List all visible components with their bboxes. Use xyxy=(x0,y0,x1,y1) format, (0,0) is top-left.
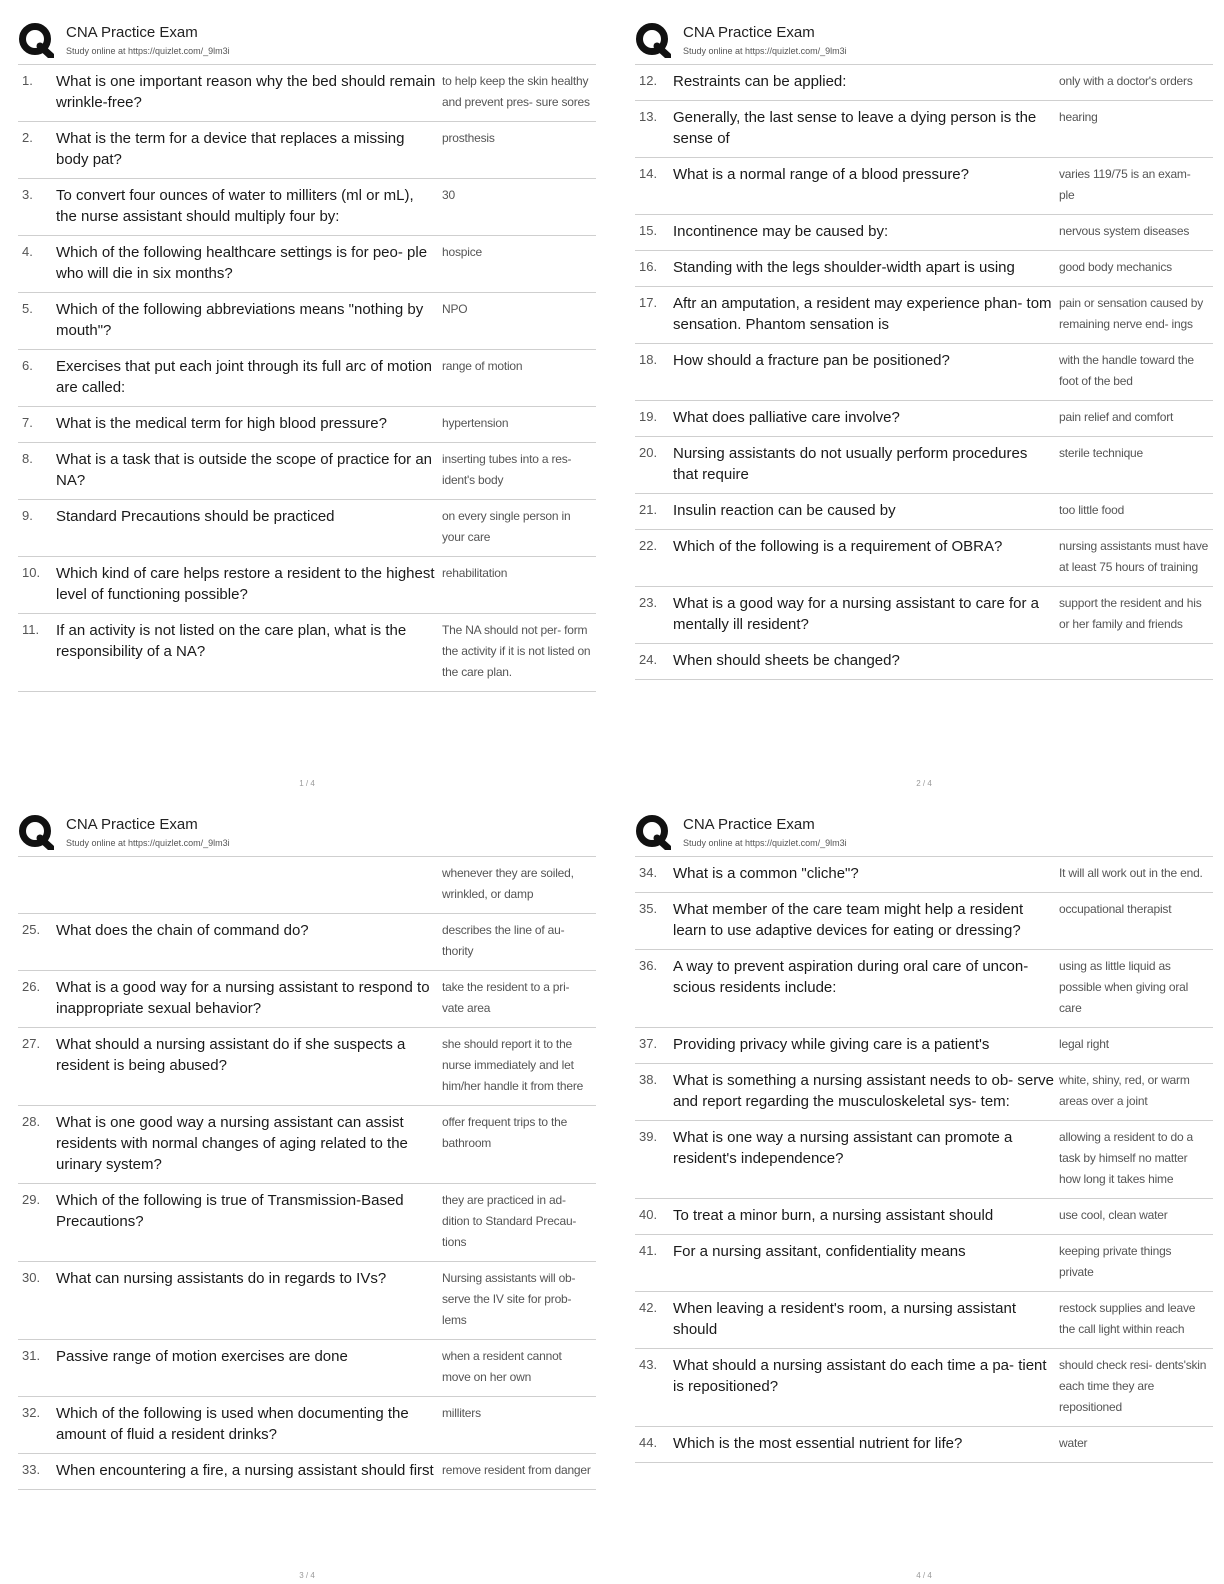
question-number: 20. xyxy=(639,445,658,460)
question-text: Standard Precautions should be practiced xyxy=(56,508,335,525)
page-1 xyxy=(18,18,596,788)
question-text: What is a good way for a nursing assistant to care for a mentally ill resident? xyxy=(673,595,1040,633)
answer-text: water xyxy=(1059,1436,1088,1450)
question-row xyxy=(18,293,596,350)
question-number: 36. xyxy=(639,958,658,973)
question-number: 22. xyxy=(639,538,658,553)
question-number: 26. xyxy=(22,979,41,994)
question-text: A way to prevent aspiration during oral care of uncon- scious residents include: xyxy=(673,958,1029,996)
study-online-link[interactable]: Study online at https://quizlet.com/_9lm3i xyxy=(683,46,847,56)
question-row xyxy=(635,64,1213,101)
question-row xyxy=(18,1262,596,1340)
question-number: 23. xyxy=(639,595,658,610)
question-text: For a nursing assitant, confidentiality means xyxy=(673,1243,966,1260)
question-row xyxy=(635,1028,1213,1064)
quizlet-logo-icon xyxy=(18,814,54,850)
page-header xyxy=(635,810,1213,856)
question-number: 8. xyxy=(22,451,33,466)
question-row xyxy=(635,401,1213,437)
question-number: 17. xyxy=(639,295,658,310)
answer-text: sterile technique xyxy=(1059,446,1143,460)
question-list xyxy=(635,64,1213,680)
question-row xyxy=(18,971,596,1028)
question-text: Which of the following healthcare settings is for peo- ple who will die in six months? xyxy=(56,244,428,282)
question-text: Standing with the legs shoulder-width apart is using xyxy=(673,259,1015,276)
page-number: 4 / 4 xyxy=(916,1571,932,1580)
answer-text: with the handle toward the foot of the bed xyxy=(1059,353,1194,388)
question-row xyxy=(635,437,1213,494)
question-text: Which of the following is used when documenting the amount of fluid a resident drinks? xyxy=(56,1405,409,1443)
question-number: 2. xyxy=(22,130,33,145)
question-row xyxy=(635,344,1213,401)
answer-text: they are practiced in ad- dition to Standard Precau- tions xyxy=(442,1193,577,1249)
question-text: What does palliative care involve? xyxy=(673,409,900,426)
question-number: 32. xyxy=(22,1405,41,1420)
answer-text: The NA should not per- form the activity if it is not listed on the care plan. xyxy=(442,623,591,679)
question-text: What is a normal range of a blood pressure? xyxy=(673,166,969,183)
question-text: Restraints can be applied: xyxy=(673,73,847,90)
question-row xyxy=(18,443,596,500)
question-number: 19. xyxy=(639,409,658,424)
question-number: 41. xyxy=(639,1243,658,1258)
question-row xyxy=(635,251,1213,287)
page-number: 2 / 4 xyxy=(916,779,932,788)
question-number: 21. xyxy=(639,502,658,517)
question-number: 5. xyxy=(22,301,33,316)
answer-text: she should report it to the nurse immediately and let him/her handle it from there xyxy=(442,1037,584,1093)
question-number: 6. xyxy=(22,358,33,373)
question-text: To convert four ounces of water to milliters (ml or mL), the nurse assistant should multiply four by: xyxy=(56,187,414,225)
question-text: Which is the most essential nutrient for life? xyxy=(673,1435,963,1452)
answer-text: only with a doctor's orders xyxy=(1059,74,1193,88)
question-row xyxy=(18,1454,596,1490)
page-number: 3 / 4 xyxy=(299,1571,315,1580)
question-row xyxy=(18,407,596,443)
question-text: What does the chain of command do? xyxy=(56,922,309,939)
question-row xyxy=(635,856,1213,893)
answer-text xyxy=(1059,650,1209,671)
question-text: Exercises that put each joint through its full arc of motion are called: xyxy=(56,358,433,396)
question-number: 34. xyxy=(639,865,658,880)
question-text: What is one good way a nursing assistant can assist residents with normal changes of aging related to the urinary system? xyxy=(56,1114,408,1173)
question-text: Nursing assistants do not usually perform procedures that require xyxy=(673,445,1028,483)
question-row xyxy=(635,1235,1213,1292)
question-text: What should a nursing assistant do if she suspects a resident is being abused? xyxy=(56,1036,406,1074)
question-list xyxy=(635,856,1213,1463)
question-row xyxy=(18,1397,596,1454)
question-text: What should a nursing assistant do each time a pa- tient is repositioned? xyxy=(673,1357,1047,1395)
question-text: Incontinence may be caused by: xyxy=(673,223,889,240)
question-number: 15. xyxy=(639,223,658,238)
question-number: 31. xyxy=(22,1348,41,1363)
question-row xyxy=(18,1106,596,1184)
question-number: 10. xyxy=(22,565,41,580)
question-text: Passive range of motion exercises are done xyxy=(56,1348,348,1365)
page-title: CNA Practice Exam xyxy=(66,816,198,833)
question-list xyxy=(18,856,596,1490)
question-row xyxy=(18,179,596,236)
question-text: What can nursing assistants do in regards to IVs? xyxy=(56,1270,387,1287)
question-row xyxy=(18,500,596,557)
question-text: Which of the following is true of Transmission-Based Precautions? xyxy=(56,1192,404,1230)
answer-text: offer frequent trips to the bathroom xyxy=(442,1115,568,1150)
question-text: What member of the care team might help a resident learn to use adaptive devices for eating or dressing? xyxy=(673,901,1024,939)
question-number: 37. xyxy=(639,1036,658,1051)
answer-text: hypertension xyxy=(442,416,509,430)
answer-text: pain or sensation caused by remaining nerve end- ings xyxy=(1059,296,1204,331)
answer-text: using as little liquid as possible when giving oral care xyxy=(1059,959,1189,1015)
answer-text: 30 xyxy=(442,188,455,202)
quizlet-logo-icon xyxy=(635,814,671,850)
answer-text: prosthesis xyxy=(442,131,495,145)
question-row xyxy=(18,1184,596,1262)
question-row xyxy=(18,1028,596,1106)
question-number: 29. xyxy=(22,1192,41,1207)
question-number: 44. xyxy=(639,1435,658,1450)
question-number: 43. xyxy=(639,1357,658,1372)
question-text: When leaving a resident's room, a nursing assistant should xyxy=(673,1300,1017,1338)
question-row xyxy=(635,1349,1213,1427)
quizlet-logo-icon xyxy=(635,22,671,58)
question-row xyxy=(18,236,596,293)
question-row xyxy=(635,1064,1213,1121)
quizlet-logo-icon xyxy=(18,22,54,58)
question-text: How should a fracture pan be positioned? xyxy=(673,352,950,369)
answer-text: varies 119/75 is an exam- ple xyxy=(1059,167,1191,202)
question-row xyxy=(635,950,1213,1028)
question-text: Insulin reaction can be caused by xyxy=(673,502,896,519)
question-number: 18. xyxy=(639,352,658,367)
page-title: CNA Practice Exam xyxy=(66,24,198,41)
question-number: 25. xyxy=(22,922,41,937)
question-number: 39. xyxy=(639,1129,658,1144)
question-text: What is the term for a device that replaces a missing body pat? xyxy=(56,130,405,168)
page-3 xyxy=(18,810,596,1580)
answer-text: describes the line of au- thority xyxy=(442,923,565,958)
question-row xyxy=(635,530,1213,587)
answer-text: milliters xyxy=(442,1406,481,1420)
question-text: If an activity is not listed on the care plan, what is the responsibility of a NA? xyxy=(56,622,407,660)
question-row xyxy=(635,1427,1213,1463)
question-number: 13. xyxy=(639,109,658,124)
study-online-link[interactable]: Study online at https://quizlet.com/_9lm3i xyxy=(66,46,230,56)
page-title: CNA Practice Exam xyxy=(683,24,815,41)
study-online-link[interactable]: Study online at https://quizlet.com/_9lm3i xyxy=(66,838,230,848)
answer-text: NPO xyxy=(442,302,468,316)
answer-text: keeping private things private xyxy=(1059,1244,1172,1279)
answer-text: hearing xyxy=(1059,110,1098,124)
answer-text: legal right xyxy=(1059,1037,1109,1051)
question-row xyxy=(18,1340,596,1397)
answer-text: restock supplies and leave the call light within reach xyxy=(1059,1301,1196,1336)
question-text: When encountering a fire, a nursing assistant should first xyxy=(56,1462,434,1479)
question-list xyxy=(18,64,596,692)
study-online-link[interactable]: Study online at https://quizlet.com/_9lm3i xyxy=(683,838,847,848)
page-header xyxy=(18,18,596,64)
question-row xyxy=(635,1292,1213,1349)
question-number: 4. xyxy=(22,244,33,259)
page-header xyxy=(635,18,1213,64)
question-number: 24. xyxy=(639,652,658,667)
answer-text: good body mechanics xyxy=(1059,260,1172,274)
question-row xyxy=(635,587,1213,644)
question-text: What is the medical term for high blood pressure? xyxy=(56,415,387,432)
question-text: Generally, the last sense to leave a dying person is the sense of xyxy=(673,109,1037,147)
answer-text: inserting tubes into a res- ident's body xyxy=(442,452,572,487)
answer-text: whenever they are soiled, wrinkled, or damp xyxy=(442,866,574,901)
question-number: 38. xyxy=(639,1072,658,1087)
question-text: What is one way a nursing assistant can promote a resident's independence? xyxy=(673,1129,1013,1167)
answer-text: on every single person in your care xyxy=(442,509,571,544)
answer-text: hospice xyxy=(442,245,482,259)
question-number: 1. xyxy=(22,73,33,88)
question-number: 27. xyxy=(22,1036,41,1051)
page-title: CNA Practice Exam xyxy=(683,816,815,833)
page-header xyxy=(18,810,596,856)
question-row xyxy=(18,856,596,914)
question-text: When should sheets be changed? xyxy=(673,652,900,669)
question-row xyxy=(635,158,1213,215)
answer-text: when a resident cannot move on her own xyxy=(442,1349,562,1384)
page-number: 1 / 4 xyxy=(299,779,315,788)
answer-text: support the resident and his or her family and friends xyxy=(1059,596,1202,631)
question-text: Which of the following is a requirement of OBRA? xyxy=(673,538,1003,555)
answer-text: occupational therapist xyxy=(1059,902,1172,916)
question-text xyxy=(56,863,442,905)
question-text: To treat a minor burn, a nursing assistant should xyxy=(673,1207,994,1224)
question-text: Aftr an amputation, a resident may experience phan- tom sensation. Phantom sensation is xyxy=(673,295,1052,333)
question-number: 9. xyxy=(22,508,33,523)
answer-text: pain relief and comfort xyxy=(1059,410,1174,424)
question-number: 42. xyxy=(639,1300,658,1315)
answer-text: allowing a resident to do a task by himself no matter how long it takes hime xyxy=(1059,1130,1194,1186)
question-text: What is a task that is outside the scope of practice for an NA? xyxy=(56,451,433,489)
answer-text: white, shiny, red, or warm areas over a joint xyxy=(1059,1073,1190,1108)
question-number: 16. xyxy=(639,259,658,274)
answer-text: Nursing assistants will ob- serve the IV site for prob- lems xyxy=(442,1271,576,1327)
page-4 xyxy=(635,810,1213,1580)
question-text: Which kind of care helps restore a resident to the highest level of functioning possible? xyxy=(56,565,435,603)
question-text: Providing privacy while giving care is a patient's xyxy=(673,1036,990,1053)
question-text: What is one important reason why the bed should remain wrinkle-free? xyxy=(56,73,436,111)
question-row xyxy=(635,215,1213,251)
question-number: 28. xyxy=(22,1114,41,1129)
page-2 xyxy=(635,18,1213,788)
answer-text: range of motion xyxy=(442,359,523,373)
question-row xyxy=(18,557,596,614)
question-row xyxy=(635,1199,1213,1235)
answer-text: too little food xyxy=(1059,503,1125,517)
question-row xyxy=(635,287,1213,344)
question-number: 30. xyxy=(22,1270,41,1285)
question-row xyxy=(635,101,1213,158)
question-row xyxy=(18,64,596,122)
question-number: 14. xyxy=(639,166,658,181)
question-number: 33. xyxy=(22,1462,41,1477)
question-number: 3. xyxy=(22,187,33,202)
question-row xyxy=(18,914,596,971)
question-text: Which of the following abbreviations means "nothing by mouth"? xyxy=(56,301,424,339)
question-number: 40. xyxy=(639,1207,658,1222)
answer-text: remove resident from danger xyxy=(442,1463,591,1477)
question-row xyxy=(18,350,596,407)
question-row xyxy=(18,614,596,692)
question-text: What is something a nursing assistant needs to ob- serve and report regarding the musculoskeletal sys- tem: xyxy=(673,1072,1055,1110)
answer-text: nursing assistants must have at least 75 hours of training xyxy=(1059,539,1209,574)
answer-text: use cool, clean water xyxy=(1059,1208,1168,1222)
question-row xyxy=(635,644,1213,680)
question-row xyxy=(18,122,596,179)
question-number: 12. xyxy=(639,73,658,88)
answer-text: nervous system diseases xyxy=(1059,224,1190,238)
question-number: 35. xyxy=(639,901,658,916)
answer-text: It will all work out in the end. xyxy=(1059,866,1203,880)
question-text: What is a common "cliche"? xyxy=(673,865,859,882)
question-row xyxy=(635,1121,1213,1199)
question-row xyxy=(635,494,1213,530)
answer-text: take the resident to a pri- vate area xyxy=(442,980,570,1015)
answer-text: to help keep the skin healthy and prevent pres- sure sores xyxy=(442,74,590,109)
question-number: 11. xyxy=(22,622,40,637)
question-text: What is a good way for a nursing assistant to respond to inappropriate sexual behavior? xyxy=(56,979,430,1017)
question-row xyxy=(635,893,1213,950)
answer-text: should check resi- dents'skin each time they are repositioned xyxy=(1059,1358,1207,1414)
answer-text: rehabilitation xyxy=(442,566,508,580)
question-number: 7. xyxy=(22,415,33,430)
